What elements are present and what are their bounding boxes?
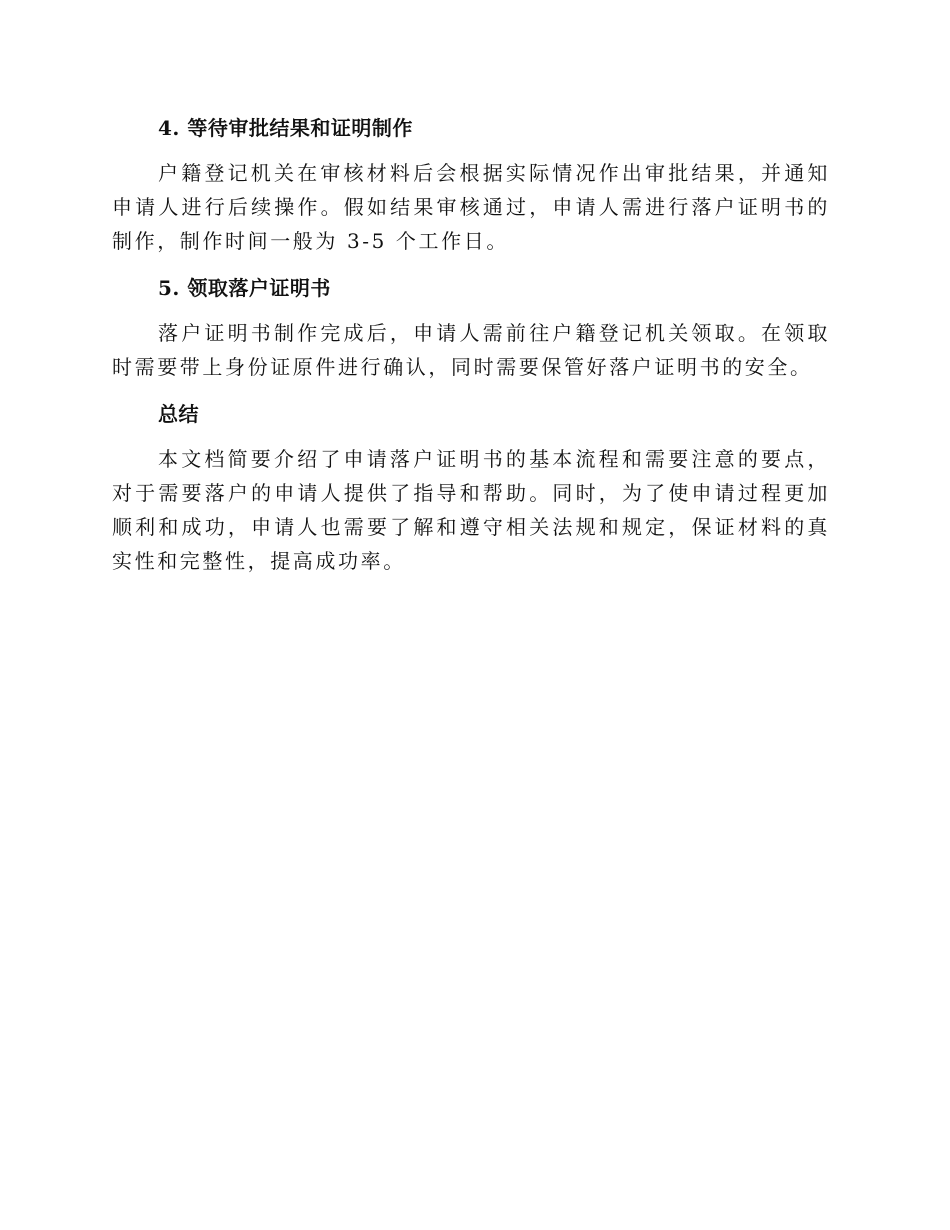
section-paragraph-collect: 落户证明书制作完成后，申请人需前往户籍登记机关领取。在领取时需要带上身份证原件进行确认，同时需要保管好落户证明书的安全。 xyxy=(112,321,830,379)
spacer xyxy=(112,148,830,156)
section-paragraph-approval: 户籍登记机关在审核材料后会根据实际情况作出审批结果，并通知申请人进行后续操作。假如结果审核通过，申请人需进行落户证明书的制作，制作时间一般为 3-5 个工作日。 xyxy=(112,161,830,253)
spacer xyxy=(112,384,830,394)
section-heading-summary: 总结 xyxy=(158,402,199,426)
spacer xyxy=(112,434,830,442)
section-paragraph-summary: 本文档简要介绍了申请落户证明书的基本流程和需要注意的要点，对于需要落户的申请人提供了指导和帮助。同时，为了使申请过程更加顺利和成功，申请人也需要了解和遵守相关法规和规定，保证材料的真实性和完整性，提高成功率。 xyxy=(112,447,830,573)
spacer xyxy=(112,308,830,316)
spacer xyxy=(112,258,830,268)
section-heading-collect: 5. 领取落户证明书 xyxy=(158,276,331,300)
section-heading-approval: 4. 等待审批结果和证明制作 xyxy=(158,116,413,140)
